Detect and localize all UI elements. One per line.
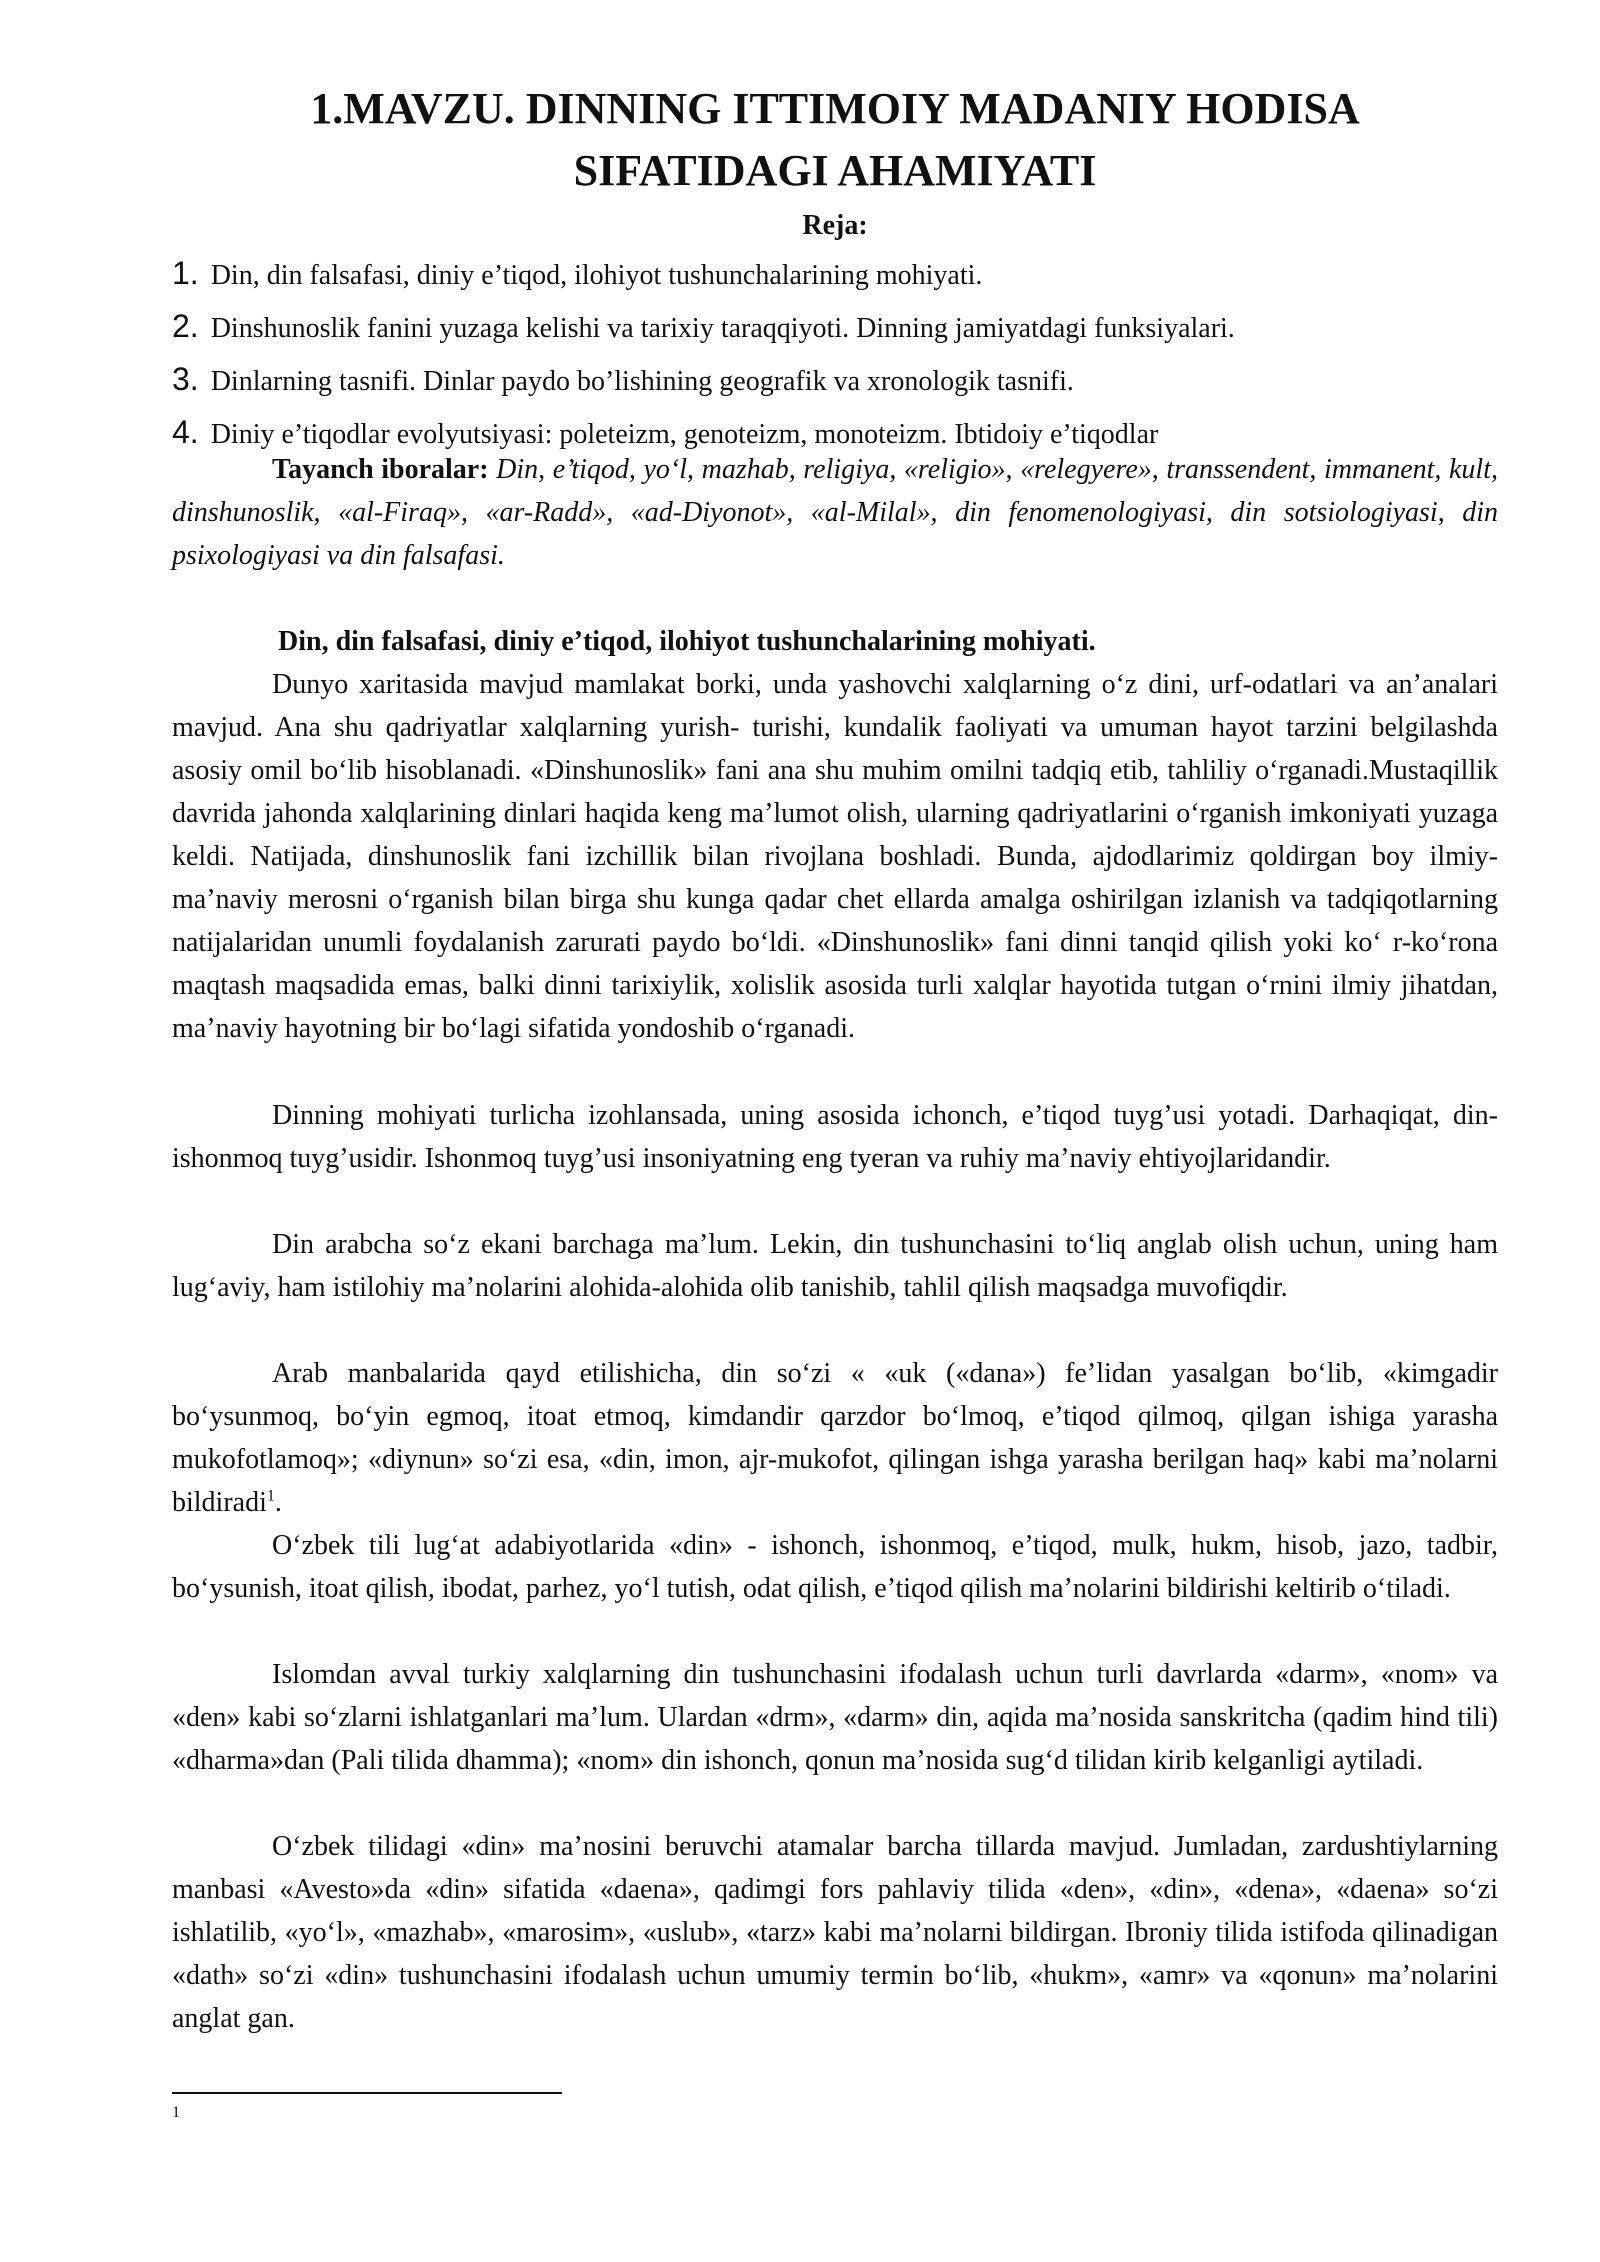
plan-item-text: Din, din falsafasi, diniy e’tiqod, ilohiyot tushunchalarining mohiyati. <box>210 260 983 291</box>
title-line-2: SIFATIDAGI AHAMIYATI <box>573 146 1097 195</box>
plan-item-number: 1. <box>172 255 199 291</box>
paragraph-1: Dunyo xaritasida mavjud mamlakat borki, unda yashovchi xalqlarning o‘z dini, urf-odatlari va an’analari mavjud. Ana shu qadriyatlar xalqlarning yurish- turishi, kundalik faoliyati va umuman hayot tarzini belgilashda asosiy omil bo‘lib hisoblanadi. «Dinshunoslik» fani ana shu muhim omilni tadqiq etib, tahliliy o‘rganadi.Mustaqillik davrida jahonda xalqlarining dinlari haqida keng ma’lumot olish, ularning qadriyatlarini o‘rganish imkoniyati yuzaga keldi. Natijada, dinshunoslik fani izchillik bilan rivojlana boshladi. Bunda, ajdodlarimiz qoldirgan boy ilmiy-ma’naviy merosni o‘rganish bilan birga shu kunga qadar chet ellarda amalga oshirilgan izlanish va tadqiqotlarning natijalaridan unumli foydalanish zarurati paydo bo‘ldi. «Dinshunoslik» fani dinni tanqid qilish yoki ko‘ r-ko‘rona maqtash maqsadida emas, balki dinni tarixiylik, xolislik asosida turli xalqlar hayotida tutgan o‘rnini ilmiy jihatdan, ma’naviy hayotning bir bo‘lagi sifatida yondoshib o‘rganadi. <box>172 669 1498 1044</box>
plan-item <box>172 248 1498 301</box>
plan-list <box>172 248 1498 460</box>
section-heading: Din, din falsafasi, diniy e’tiqod, ilohiyot tushunchalarining mohiyati. <box>278 626 1096 657</box>
plan-item <box>172 354 1498 407</box>
plan-item-number: 4. <box>172 414 199 450</box>
page-title <box>172 78 1498 202</box>
plan-item-text: Diniy e’tiqodlar evolyutsiyasi: poleteizm, genoteizm, monoteizm. Ibtidoiy e’tiqodlar <box>210 419 1159 450</box>
plan-item-text: Dinlarning tasnifi. Dinlar paydo bo’lishining geografik va xronologik tasnifi. <box>210 366 1074 397</box>
footnote-reference[interactable]: 1 <box>266 1487 275 1505</box>
paragraph-5: O‘zbek tili lug‘at adabiyotlarida «din» - ishonch, ishonmoq, e’tiqod, mulk, hukm, hisob, jazo, tadbir, bo‘ysunish, itoat qilish, ibodat, parhez, yo‘l tutish, odat qilish, e’tiqod qilish ma’nolarini bildirishi keltirib o‘tiladi. <box>172 1530 1498 1604</box>
paragraph-6: Islomdan avval turkiy xalqlarning din tushunchasini ifodalash uchun turli davrlarda «darm», «nom» va «den» kabi so‘zlarni ishlatganlari ma’lum. Ulardan «drm», «darm» din, aqida ma’nosida sanskritcha (qadim hind tili) «dharma»dan (Pali tilida dhamma); «nom» din ishonch, qonun ma’nosida sug‘d tilidan kirib kelganligi aytiladi. <box>172 1659 1498 1776</box>
title-line-1: 1.MAVZU. DINNING ITTIMOIY MADANIY HODISA <box>310 84 1360 133</box>
paragraph-4-end: . <box>274 1487 282 1518</box>
keywords-label: Tayanch iboralar: <box>272 454 489 485</box>
footnote-number: 1 <box>172 2104 180 2121</box>
paragraph-7: O‘zbek tilidagi «din» ma’nosini beruvchi atamalar barcha tillarda mavjud. Jumladan, zardushtiylarning manbasi «Avesto»da «din» sifatida «daena», qadimgi fors pahlaviy tilida «den», «din», «dena», «daena» so‘zi ishlatilib, «yo‘l», «mazhab», «marosim», «uslub», «tarz» kabi ma’nolarni bildirgan. Ibroniy tilida istifoda qilinadigan «dath» so‘zi «din» tushunchasini ifodalash uchun umumiy termin bo‘lib, «hukm», «amr» va «qonun» ma’nolarini anglat gan. <box>172 1831 1498 2034</box>
plan-item-number: 2. <box>172 308 199 344</box>
paragraph-4-text: Arab manbalarida qayd etilishicha, din so‘zi « «uk («dana») fe’lidan yasalgan bo‘lib, «kimgadir bo‘ysunmoq, bo‘yin egmoq, itoat etmoq, kimdandir qarzdor bo‘lmoq, e’tiqod qilmoq, qilgan ishiga yarasha mukofotlamoq»; «diynun» so‘zi esa, «din, imon, ajr-mukofot, qilingan ishga yarasha berilgan haq» kabi ma’nolarni bildiradi <box>172 1358 1498 1518</box>
plan-item-number: 3. <box>172 361 199 397</box>
paragraph-2: Dinning mohiyati turlicha izohlansada, uning asosida ichonch, e’tiqod tuyg’usi yotadi. Darhaqiqat, din-ishonmoq tuyg’usidir. Ishonmoq tuyg’usi insoniyatning eng tyeran va ruhiy ma’naviy ehtiyojlaridandir. <box>172 1100 1498 1174</box>
paragraph-4 <box>172 1352 1498 1524</box>
plan-item-text: Dinshunoslik fanini yuzaga kelishi va tarixiy taraqqiyoti. Dinning jamiyatdagi funksiyalari. <box>210 313 1235 344</box>
paragraph-3: Din arabcha so‘z ekani barchaga ma’lum. Lekin, din tushunchasini to‘liq anglab olish uchun, uning ham lug‘aviy, ham istilohiy ma’nolarini alohida-alohida olib tanishib, tahlil qilish maqsadga muvofiqdir. <box>172 1229 1498 1303</box>
plan-item <box>172 301 1498 354</box>
plan-heading: Reja: <box>802 210 868 241</box>
keywords-paragraph <box>172 448 1498 577</box>
footnote-divider <box>172 2092 562 2094</box>
keywords-text: Din, e’tiqod, yo‘l, mazhab, religiya, «religio», «relegyere», transsendent, immanent, kult, dinshunoslik, «al-Firaq», «ar-Radd», «ad-Diyonot», «al-Milal», din fenomenologiyasi, din sotsiologiyasi, din psixologiyasi va din falsafasi. <box>172 454 1498 571</box>
